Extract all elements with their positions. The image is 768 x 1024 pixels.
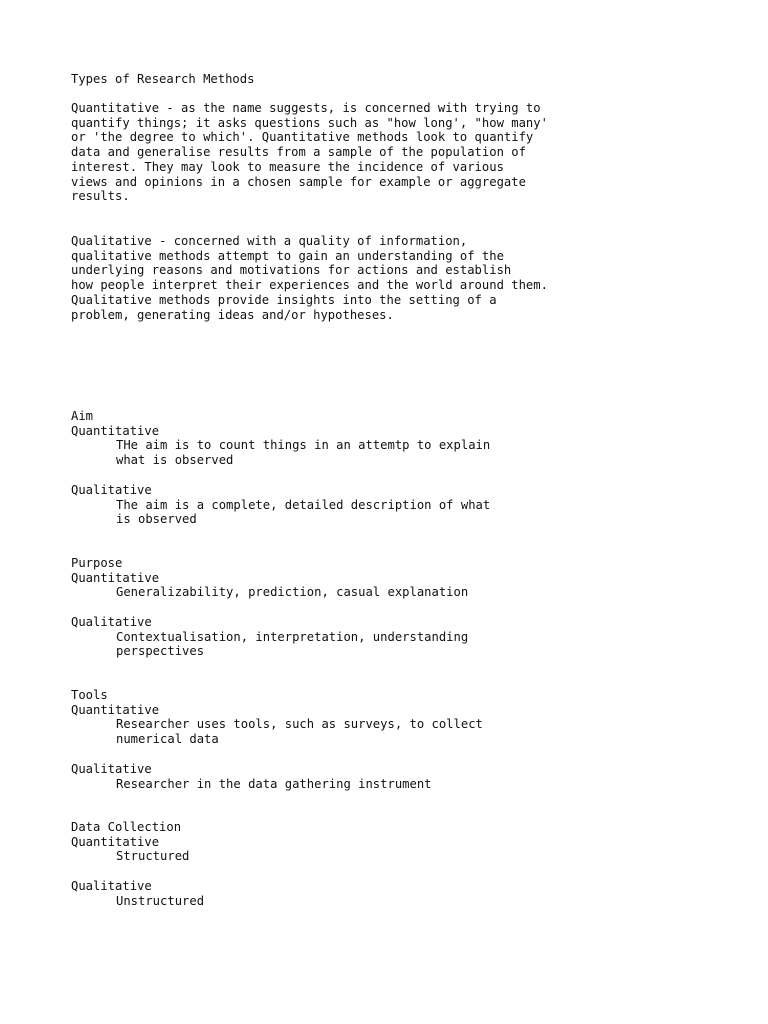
section-tools — [71, 688, 483, 747]
section-aim-qualitative — [71, 483, 490, 527]
paragraph-line: results. — [71, 189, 130, 204]
section-purpose — [71, 556, 468, 600]
paragraph-line: Qualitative - concerned with a quality of information, — [71, 234, 468, 248]
section-data-collection-qualitative — [71, 879, 204, 908]
section-heading: Purpose — [71, 556, 123, 570]
section-purpose-qualitative — [71, 615, 468, 659]
section-text-line: numerical data — [116, 732, 219, 747]
section-aim — [71, 409, 490, 468]
paragraph-line: qualitative methods attempt to gain an understanding of the — [71, 248, 504, 263]
section-text-line: THe aim is to count things in an attemtp to explain — [116, 438, 491, 453]
quantitative-label: Quantitative — [71, 834, 160, 849]
section-text-line: Generalizability, prediction, casual explanation — [116, 585, 469, 600]
section-text-line: Unstructured — [116, 893, 205, 908]
paragraph-line: problem, generating ideas and/or hypotheses. — [71, 307, 394, 322]
qualitative-label: Qualitative — [71, 762, 152, 776]
intro-quantitative-paragraph — [71, 101, 548, 204]
quantitative-label: Quantitative — [71, 423, 160, 438]
paragraph-line: data and generalise results from a sample of the population of — [71, 145, 526, 160]
intro-qualitative-paragraph — [71, 234, 548, 322]
qualitative-label: Qualitative — [71, 879, 152, 893]
section-text-line: The aim is a complete, detailed description of what — [116, 497, 491, 512]
qualitative-label: Qualitative — [71, 483, 152, 497]
paragraph-line: or 'the degree to which'. Quantitative methods look to quantify — [71, 130, 534, 145]
paragraph-line: interest. They may look to measure the incidence of various — [71, 159, 504, 174]
paragraph-line: quantify things; it asks questions such as "how long', "how many' — [71, 115, 548, 130]
qualitative-label: Qualitative — [71, 615, 152, 629]
section-tools-qualitative — [71, 762, 432, 791]
section-heading: Tools — [71, 688, 108, 702]
paragraph-line: Qualitative methods provide insights into the setting of a — [71, 292, 497, 307]
section-data-collection — [71, 820, 189, 864]
quantitative-label: Quantitative — [71, 570, 160, 585]
section-heading: Data Collection — [71, 820, 182, 834]
section-text-line: is observed — [116, 512, 197, 527]
paragraph-line: Quantitative - as the name suggests, is concerned with trying to — [71, 101, 541, 115]
paragraph-line: underlying reasons and motivations for actions and establish — [71, 263, 512, 278]
document-title: Types of Research Methods — [71, 72, 255, 86]
quantitative-label: Quantitative — [71, 702, 160, 717]
section-text-line: Researcher uses tools, such as surveys, to collect — [116, 717, 483, 732]
section-text-line: Structured — [116, 849, 190, 864]
section-text-line: Researcher in the data gathering instrument — [116, 776, 432, 791]
section-heading: Aim — [71, 409, 94, 423]
section-text-line: Contextualisation, interpretation, understanding — [116, 629, 469, 644]
paragraph-line: views and opinions in a chosen sample for example or aggregate — [71, 174, 526, 189]
section-text-line: perspectives — [116, 644, 205, 659]
section-text-line: what is observed — [116, 453, 234, 468]
paragraph-line: how people interpret their experiences and the world around them. — [71, 278, 548, 293]
